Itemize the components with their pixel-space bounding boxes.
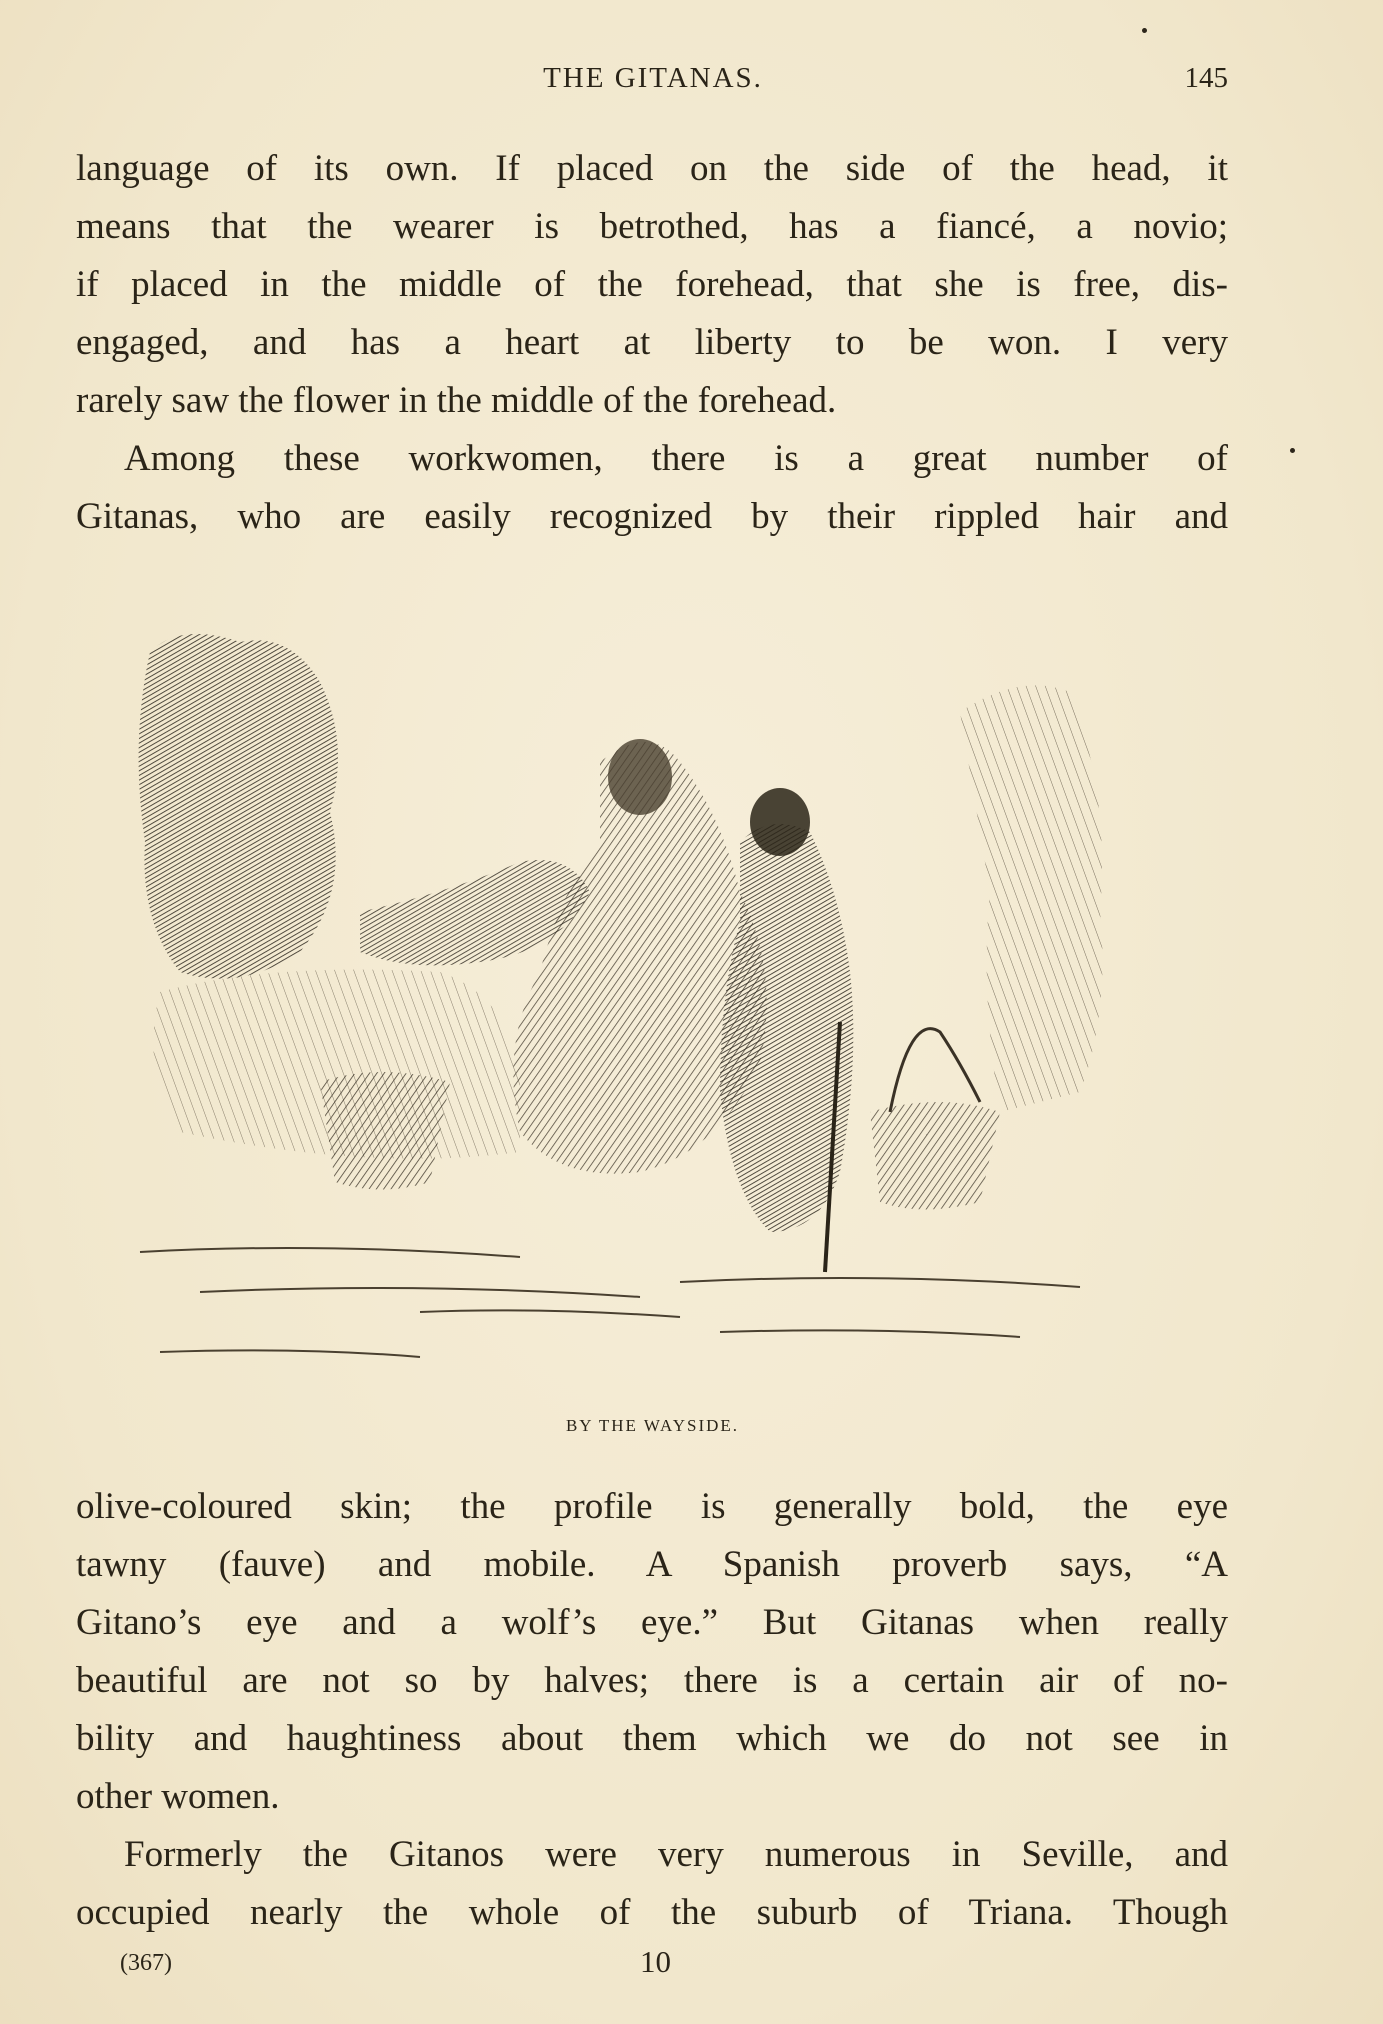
page-number: 145 bbox=[1184, 62, 1228, 94]
text-line: rarely saw the flower in the middle of the forehead. bbox=[76, 380, 837, 421]
text-line: if placed in the middle of the forehead, that she is free, dis- bbox=[76, 264, 1228, 305]
woman-head bbox=[608, 739, 672, 815]
running-title: THE GITANAS. bbox=[543, 62, 763, 94]
standing-girl bbox=[720, 824, 853, 1232]
basket bbox=[320, 1072, 450, 1190]
text-line: Gitanas, who are easily recognized by their rippled hair and bbox=[76, 496, 1228, 537]
bush bbox=[139, 634, 338, 979]
stone-wall bbox=[960, 685, 1103, 1112]
text-line: other women. bbox=[76, 1776, 280, 1817]
girl-head bbox=[750, 788, 810, 856]
text-block-top bbox=[76, 140, 1228, 546]
illustration-caption: BY THE WAYSIDE. bbox=[565, 1416, 740, 1435]
text-line: olive-coloured skin; the profile is generally bold, the eye bbox=[76, 1486, 1228, 1527]
speck bbox=[1290, 448, 1295, 453]
text-line: Gitano’s eye and a wolf’s eye.” But Gitanas when really bbox=[76, 1602, 1228, 1643]
text-line: tawny (fauve) and mobile. A Spanish proverb says, “A bbox=[76, 1544, 1228, 1585]
text-line: engaged, and has a heart at liberty to be won. I very bbox=[76, 322, 1228, 363]
ground-strokes bbox=[140, 1248, 1080, 1357]
plant bbox=[890, 1029, 980, 1112]
speck bbox=[1142, 28, 1147, 33]
text-line: Among these workwomen, there is a great number of bbox=[124, 438, 1228, 479]
text-block-bottom bbox=[76, 1478, 1228, 1942]
text-line: beautiful are not so by halves; there is a certain air of no- bbox=[76, 1660, 1228, 1701]
text-line: means that the wearer is betrothed, has a fiancé, a novio; bbox=[76, 206, 1228, 247]
text-line: Formerly the Gitanos were very numerous in Seville, and bbox=[124, 1834, 1228, 1875]
running-header bbox=[78, 62, 1228, 102]
plant-pot bbox=[870, 1102, 1000, 1210]
illustration-engraving bbox=[120, 592, 1180, 1402]
text-line: bility and haughtiness about them which we do not see in bbox=[76, 1718, 1228, 1759]
sheet-number: 10 bbox=[640, 1944, 671, 1979]
text-line: occupied nearly the whole of the suburb of Triana. Though bbox=[76, 1892, 1228, 1933]
printer-signature: (367) bbox=[120, 1950, 172, 1976]
text-line: language of its own. If placed on the side of the head, it bbox=[76, 148, 1228, 189]
